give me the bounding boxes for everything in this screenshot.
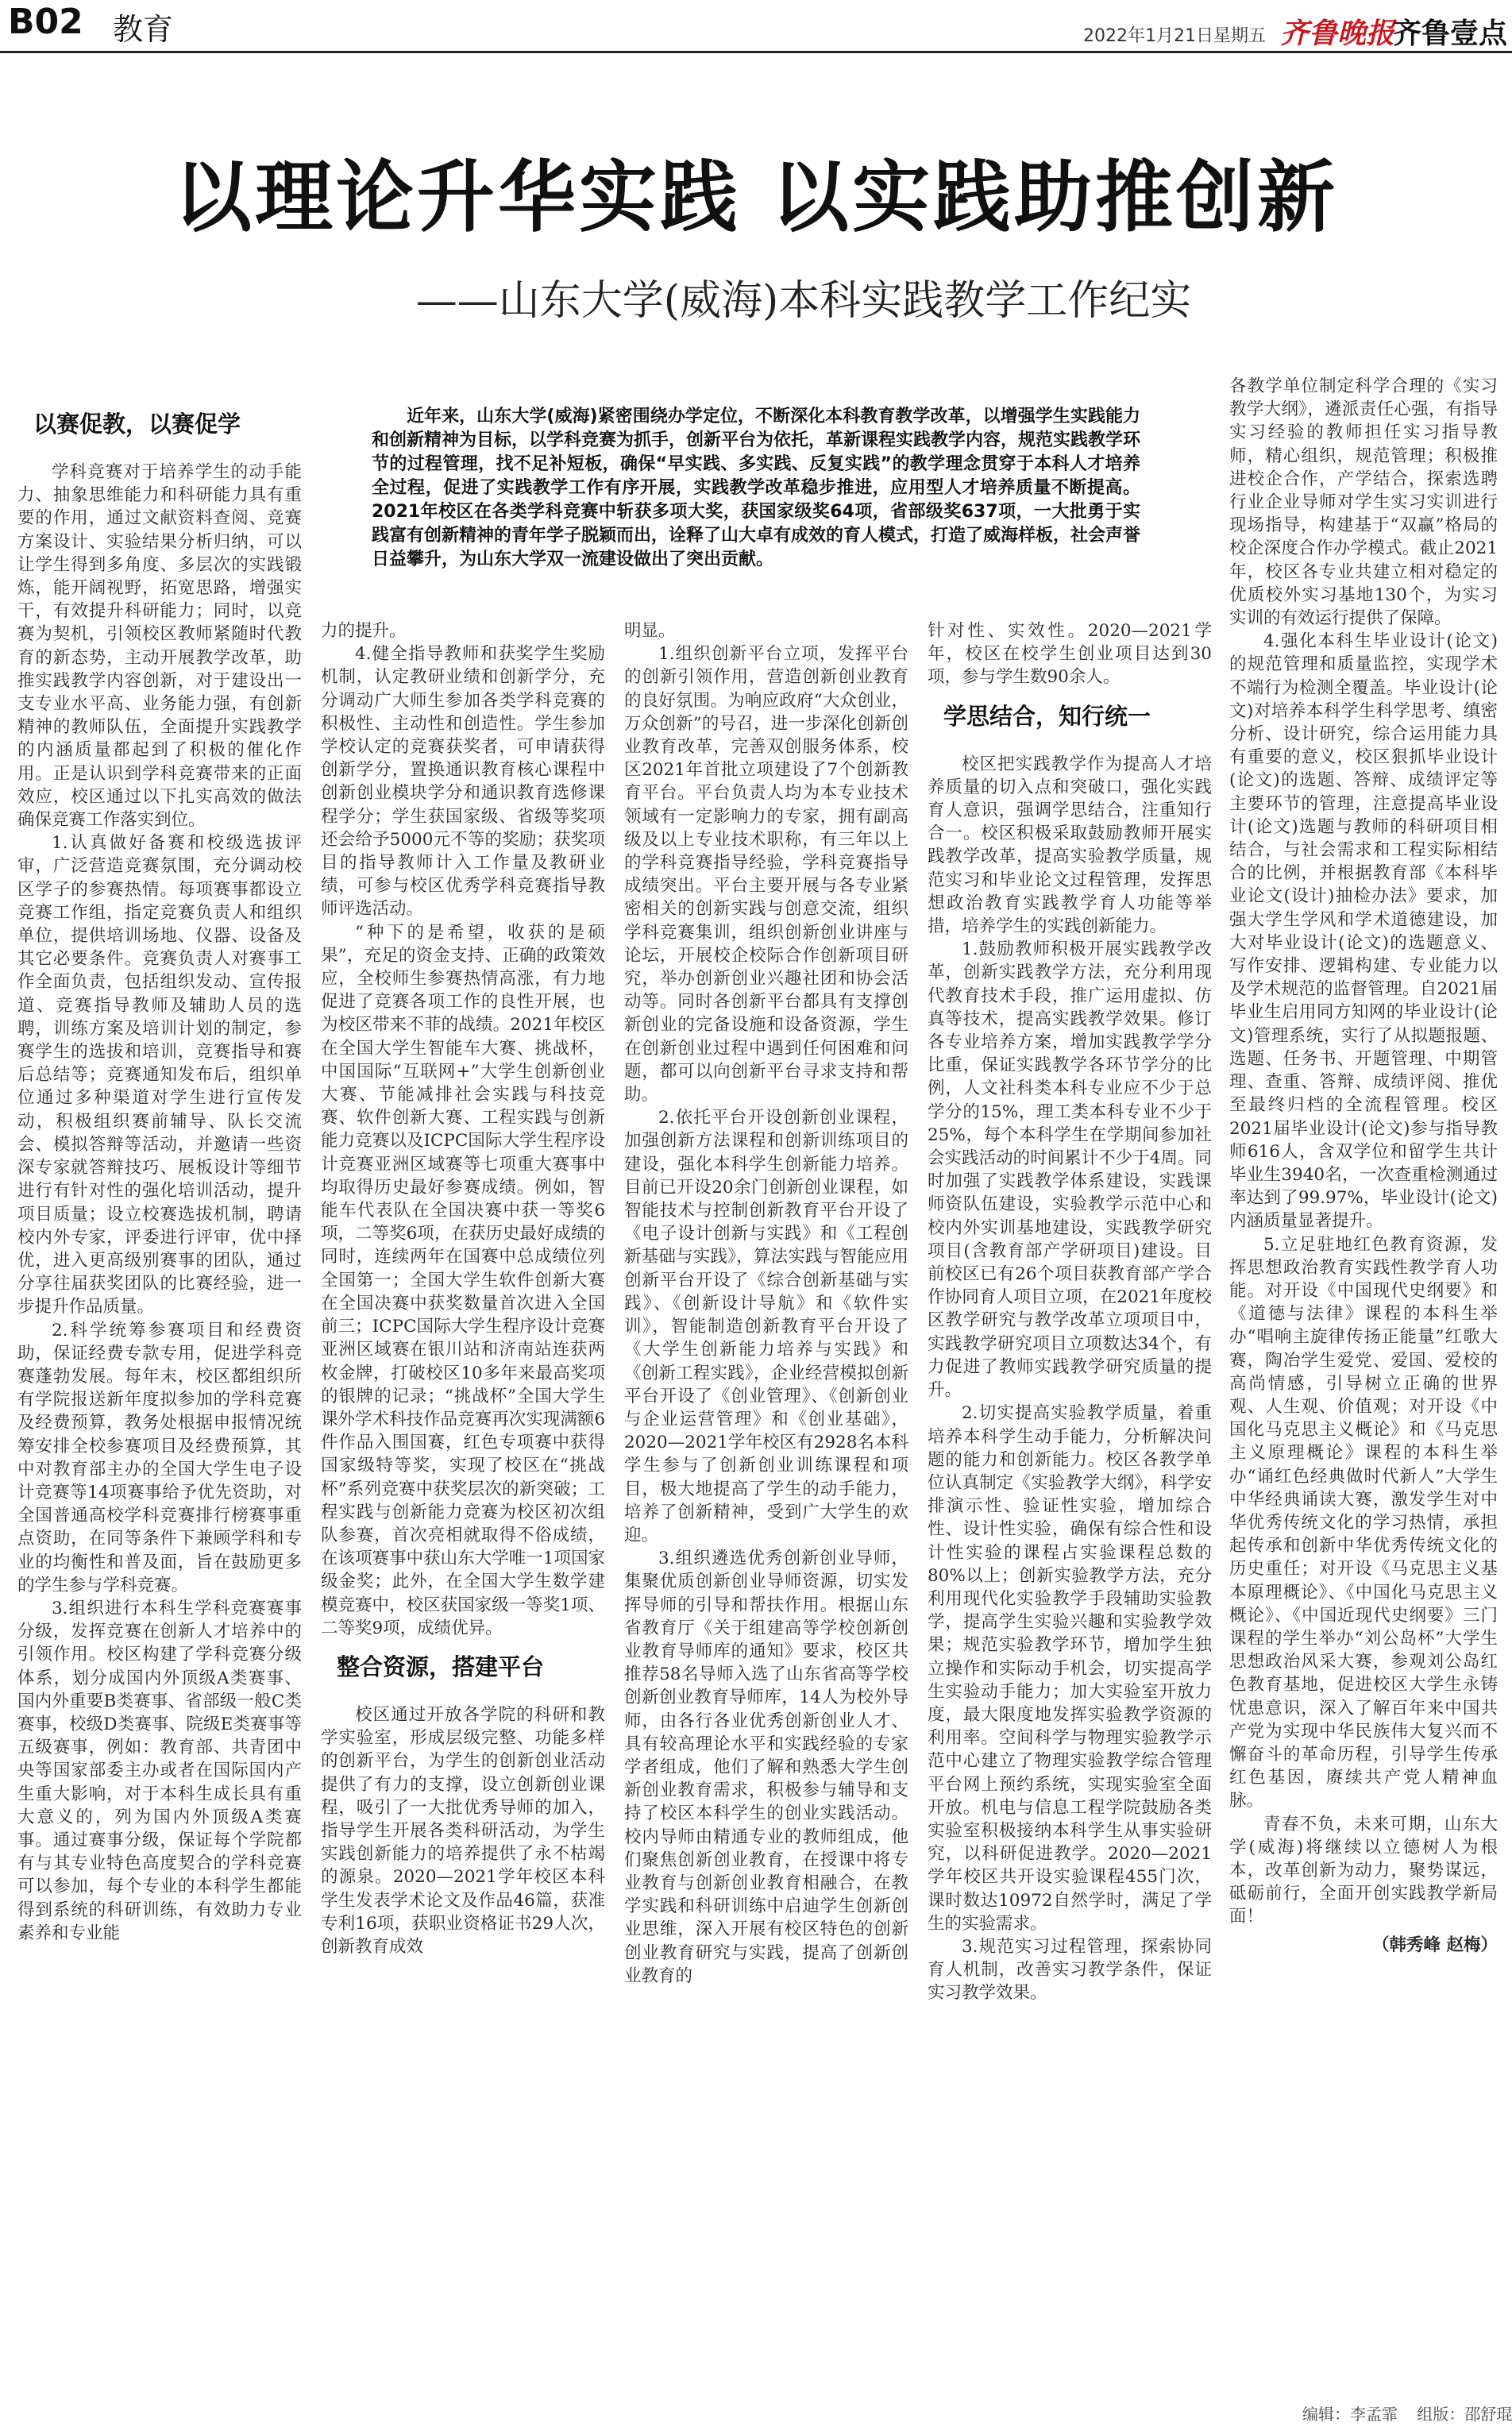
body-paragraph: “种下的是希望，收获的是硕果”，充足的资金支持、正确的政策效应，全校师生参赛热情高涨，有力地促进了竞赛各项工作的良性开展，也为校区带来不菲的战绩。2021年校区在全国大学生智能车大赛、挑战杯，中国国际“互联网+”大学生创新创业大赛、节能减排社会实践与科技竞赛、软件创新大赛、工程实践与创新能力竞赛以及ICPC国际大学生程序设计竞赛亚洲区域赛等七项重大赛事中均取得历史最好参赛成绩。例如，智能车代表队在全国决赛中获一等奖6项，二等奖6项，在获历史最好成绩的同时，连续两年在国赛中总成绩位列全国第一；全国大学生软件创新大赛在全国决赛中获奖数量首次进入全国前三；ICPC国际大学生程序设计竞赛亚洲区域赛在银川站和济南站连获两枚金牌，打破校区10多年来最高奖项的银牌的记录；“挑战杯”全国大学生课外学术科技作品竞赛再次实现满额6件作品入围国赛，红色专项赛中获得国家级特等奖，实现了校区在“挑战杯”系列竞赛中获奖层次的新突破；工程实践与创新能力竞赛为校区初次组队参赛，首次亮相就取得不俗成绩，在该项赛事中获山东大学唯一1项国家级金奖；此外，在全国大学生数学建模竞赛中，校区获国家级一等奖1项、二等奖9项，成绩优异。 (321, 922, 605, 1638)
section-name: 教育 (113, 12, 174, 47)
app-logo: 齐鲁壹点 (1393, 17, 1508, 50)
section-heading-2: 整合资源，搭建平台 (337, 1653, 545, 1680)
page-footer (1302, 2401, 1512, 2424)
lead-paragraph: 近年来，山东大学(威海)紧密围绕办学定位，不断深化本科教育教学改革，以增强学生实践能力和创新精神为目标，以学科竞赛为抓手，创新平台为依托，革新课程实践教学内容，规范实践教学环节的过程管理，找不足补短板，确保“早实践、多实践、反复实践”的教学理念贯穿于本科人才培养全过程，促进了实践教学工作有序开展，实践教学改革稳步推进，应用型人才培养质量不断提高。2021年校区在各类学科竞赛中斩获多项大奖，获国家级奖64项，省部级奖637项，一大批勇于实践富有创新精神的青年学子脱颖而出，诠释了山大卓有成效的育人模式，打造了威海样板，社会声誉日益攀升，为山东大学双一流建设做出了突出贡献。 (372, 407, 1141, 569)
body-paragraph: 2.科学统筹参赛项目和经费资助，保证经费专款专用，促进学科竞赛蓬勃发展。每年末，校区都组织所有学院报送新年度拟参加的学科竞赛及经费预算，教务处根据申报情况统筹安排全校参赛项目及经费预算，其中对教育部主办的全国大学生电子设计竞赛等14项赛事给予优先资助，对全国普通高校学科竞赛排行榜赛事重点资助，在同等条件下兼顾学科和专业的均衡性和普及面，旨在鼓励更多的学生参与学科竞赛。 (17, 1320, 302, 1595)
article-column-2 (321, 619, 605, 2410)
headline: 以理论升华实践 以实践助推创新 (173, 152, 1339, 243)
body-paragraph: 5.立足驻地红色教育资源，发挥思想政治教育实践性教学育人功能。对开设《中国现代史纲要》和《道德与法律》课程的本科生举办“唱响主旋律传扬正能量”红歌大赛，陶冶学生爱党、爱国、爱校的高尚情感，引导树立正确的世界观、人生观、价值观；对开设《中国化马克思主义概论》和《马克思主义原理概论》课程的本科生举办“诵红色经典做时代新人”大学生中华经典诵读大赛，激发学生对中华优秀传统文化的学习热情，承担起传承和创新中华优秀传统文化的历史重任；对开设《马克思主义基本原理概论》、《中国化马克思主义概论》、《中国近现代史纲要》三门课程的学生举办“刘公岛杯”大学生思想政治风采大赛，参观刘公岛红色教育基地，促进校区大学生永铸忧患意识，深入了解百年来中国共产党为实现中华民族伟大复兴而不懈奋斗的革命历程，引导学生传承红色基因，赓续共产党人精神血脉。 (1229, 1234, 1498, 1811)
newspaper-logo: 齐鲁晚报 (1280, 17, 1395, 50)
body-paragraph: 1.认真做好备赛和校级选拔评审，广泛营造竞赛氛围，充分调动校区学子的参赛热情。每项赛事都设立竞赛工作组，指定竞赛负责人和组织单位，提供培训场地、仪器、设备及其它必要条件。竞赛负责人对赛事工作全面负责，包括组织发动、宣传报道、竞赛指导教师及辅助人员的选聘，训练方案及培训计划的制定，参赛学生的选拔和培训，竞赛指导和赛后总结等；竞赛通知发布后，组织单位通过多种渠道对学生进行宣传发动，积极组织赛前辅导、队长交流会、模拟答辩等活动，并邀请一些资深专家就答辩技巧、展板设计等细节进行有针对性的强化培训活动，提升项目质量；设立校赛选拔机制，聘请校内外专家，评委进行评审，优中择优，进入更高级别赛事的团队，通过分享往届获奖团队的比赛经验，进一步提升作品质量。 (17, 833, 302, 1317)
section-heading-1: 以赛促教，以赛促学 (33, 411, 241, 438)
page-number: B02 (8, 2, 83, 42)
body-paragraph: 学科竞赛对于培养学生的动手能力、抽象思维能力和科研能力具有重要的作用，通过文献资料查阅、竞赛方案设计、实验结果分析归纳，可以让学生得到多角度、多层次的实践锻炼，能开阔视野，拓宽思路，增强实干，有效提升科研能力；同时，以竞赛为契机，引领校区教师紧随时代教育的新态势，主动开展教学改革，助推实践教学内容创新，对于建设出一支专业水平高、业务能力强，有创新精神的教师队伍，全面提升实践教学的内涵质量都起到了积极的催化作用。正是认识到学科竞赛带来的正面效应，校区通过以下扎实高效的做法确保竞赛工作落实到位。 (17, 462, 302, 831)
article-column-1 (17, 397, 302, 2414)
issue-weekday: 星期五 (1213, 26, 1267, 46)
section-heading-3: 学思结合，知行统一 (943, 702, 1151, 730)
body-paragraph: 4.强化本科生毕业设计(论文)的规范管理和质量监控，实现学术不端行为检测全覆盖。毕业设计(论文)对培养本科学生科学思考、缜密分析、设计研究，综合运用能力具有重要的意义，校区狠抓毕业设计(论文)的选题、答辩、成绩评定等主要环节的管理，注意提高毕业设计(论文)选题与教师的科研项目相结合，与社会需求和工程实际相结合的比例，并根据教育部《本科毕业论文(设计)抽检办法》要求，加强大学生学风和学术道德建设，加大对毕业设计(论文)的选题意义、写作安排、逻辑构建、专业能力以及学术规范的监督管理。自2021届毕业生启用同方知网的毕业设计(论文)管理系统，实行了从拟题报题、选题、任务书、开题管理、中期管理、查重、答辩、成绩评阅、推优至最终归档的全流程管理。校区2021届毕业设计(论文)参与指导教师616人，含双学位和留学生共计毕业生3940名，一次查重检测通过率达到了99.97%，毕业设计(论文)内涵质量显著提升。 (1229, 631, 1498, 1232)
body-paragraph-continued: 力的提升。 (321, 621, 407, 641)
body-paragraph: 3.组织遴选优秀创新创业导师，集聚优质创新创业导师资源，切实发挥导师的引导和帮扶作用。根据山东省教育厅《关于组建高等学校创新创业教育导师库的通知》要求，校区共推荐58名导师入选了山东省高等学校创新创业教育导师库，14人为校外导师，由各行各业优秀创新创业人才、具有较高理论水平和实践经验的专家学者组成，他们了解和熟悉大学生创新创业教育需求，积极参与辅导和支持了校区本科学生的创业实践活动。校内导师由精通专业的教师组成，他们聚焦创新创业教育，在授课中将专业教育与创新创业教育相融合，在教学实践和科研训练中启迪学生创新创业思维，深入开展有校区特色的创新创业教育研究与实践，提高了创新创业教育的 (624, 1549, 908, 1986)
body-paragraph: 2.依托平台开设创新创业课程，加强创新方法课程和创新训练项目的建设，强化本科学生创新能力培养。目前已开设20余门创新创业课程，如智能技术与控制创新教育平台开设了《电子设计创新与实践》和《工程创新基础与实践》，算法实践与智能应用创新平台开设了《综合创新基础与实践》、《创新设计导航》和《软件实训》，智能制造创新教育平台开设了《大学生创新能力培养与实践》和《创新工程实践》，企业经营模拟创新平台开设了《创业管理》、《创新创业与企业运营管理》和《创业基础》，2020—2021学年校区有2928名本科学生参与了创新创业训练课程和项目，极大地提高了学生的动手能力，培养了创新精神，受到广大学生的欢迎。 (624, 1108, 908, 1545)
body-paragraph: 4.健全指导教师和获奖学生奖励机制，认定教研业绩和创新学分，充分调动广大师生参加各类学科竞赛的积极性、主动性和创造性。学生参加学校认定的竞赛获奖者，可申请获得创新学分，置换通识教育核心课程中创新创业模块学分和通识教育选修课程学分；学生获国家级、省级等奖项还会给予5000元不等的奖励；获奖项目的指导教师计入工作量及教研业绩，可参与校区优秀学科竞赛指导教师评选活动。 (321, 644, 605, 920)
masthead (0, 0, 1512, 49)
author-byline: （韩秀峰 赵梅） (1372, 1934, 1498, 1955)
subheadline: ——山东大学(威海)本科实践教学工作纪实 (415, 277, 1192, 325)
article-column-3 (624, 619, 908, 2410)
body-paragraph-continued: 明显。 (624, 621, 676, 641)
body-paragraph-continued: 各教学单位制定科学合理的《实习教学大纲》，遴派责任心强，有指导实习经验的教师担任实习指导教师，精心组织，规范管理；积极推进校企合作，产学结合，探索选聘行业企业导师对学生实习实训进行现场指导，构建基于“双赢”格局的校企深度合作办学模式。截止2021年，校区各专业共建立相对稳定的优质校外实习基地130个，为实习实训的有效运行提供了保障。 (1229, 376, 1498, 629)
issue-date: 2022年1月21日 (1083, 26, 1213, 46)
body-paragraph: 3.规范实习过程管理，探索协同育人机制，改善实习教学条件，保证实习教学效果。 (928, 1936, 1212, 2004)
masthead-divider (0, 51, 1512, 53)
designer-credit: 组版：邵舒琨 (1417, 2405, 1512, 2424)
article-column-5 (1229, 375, 1498, 2352)
body-paragraph: 3.组织进行本科生学科竞赛赛事分级，发挥竞赛在创新人才培养中的引领作用。校区构建了学科竞赛分级体系，划分成国内外顶级A类赛事、国内外重要B类赛事、省部级一般C类赛事，校级D类赛事、院级E类赛事等五级赛事，例如：教育部、共青团中央等国家部委主办或者在国际国内产生重大影响，对于本科生成长具有重大意义的，列为国内外顶级A类赛事。通过赛事分级，保证每个学院都有与其专业特色高度契合的学科竞赛可以参加，每个专业的本科学生都能得到系统的科研训练，有效助力专业素养和专业能 (17, 1598, 302, 1943)
body-paragraph-continued: 针对性、实效性。2020—2021学年，校区在校学生创业项目达到30项，参与学生数90余人。 (928, 621, 1212, 688)
body-paragraph: 1.鼓励教师积极开展实践教学改革，创新实践教学方法，充分利用现代教育技术手段，推广运用虚拟、仿真等技术，提高实践教学效果。修订各专业培养方案，增加实践教学学分比重，保证实践教学各环节学分的比例，人文社科类本科专业应不少于总学分的15%，理工类本科专业不少于25%，每个本科学生在学期间参加社会实践活动的时间累计不少于4周。同时加强了实践教学体系建设，实践课师资队伍建设，实验教学示范中心和校内外实训基地建设，实践教学研究项目(含教育部产学研项目)建设。目前校区已有26个项目获教育部产学合作协同育人项目立项，在2021年度校区教学研究与教学改革立项项目中，实践教学研究项目立项数达34个，有力促进了教师实践教学研究质量的提升。 (928, 939, 1212, 1401)
body-paragraph: 青春不负，未来可期，山东大学(威海)将继续以立德树人为根本，改革创新为动力，聚势谋远，砥砺前行，全面开创实践教学新局面！ (1229, 1814, 1498, 1927)
body-paragraph: 1.组织创新平台立项，发挥平台的创新引领作用，营造创新创业教育的良好氛围。为响应政府“大众创业，万众创新”的号召，进一步深化创新创业教育改革，完善双创服务体系，校区2021年首批立项建设了7个创新教育平台。平台负责人均为本专业技术领域有一定影响力的专家，拥有副高级及以上专业技术职称，有三年以上的学科竞赛指导经验，学科竞赛指导成绩突出。平台主要开展与各专业紧密相关的创新实践与创意交流，组织学科竞赛集训，组织创新创业讲座与论坛，开展校企校际合作创新项目研究，举办创新创业兴趣社团和协会活动等。同时各创新平台都具有支撑创新创业的完备设施和设备资源，学生在创新创业过程中遇到任何困难和问题，都可以向创新平台寻求支持和帮助。 (624, 644, 908, 1105)
article-column-4 (928, 619, 1212, 2410)
body-paragraph: 校区把实践教学作为提高人才培养质量的切入点和突破口，强化实践育人意识，强调学思结合，注重知行合一。校区积极采取鼓励教师开展实践教学改革，提高实验教学质量，规范实习和毕业论文过程管理，发挥思想政治教育实践教学育人功能等举措，培养学生的实践创新能力。 (928, 754, 1212, 937)
body-paragraph: 2.切实提高实验教学质量，着重培养本科学生动手能力，分析解决问题的能力和创新能力。校区各教学单位认真制定《实验教学大纲》，科学安排演示性、验证性实验，增加综合性、设计性实验，确保有综合性和设计性实验的课程占实验课程总数的80%以上；创新实验教学方法，充分利用现代化实验教学手段辅助实验教学，提高学生实验兴趣和实验教学效果；规范实验教学环节，增加学生独立操作和实际动手机会，切实提高学生实验动手能力；加大实验室开放力度，最大限度地发挥实验教学资源的利用率。空间科学与物理实验教学示范中心建立了物理实验教学综合管理平台网上预约系统，实现实验室全面开放。机电与信息工程学院鼓励各类实验室积极接纳本科学生从事实验研究，以科研促进教学。2020—2021学年校区共开设实验课程455门次，课时数达10972自然学时，满足了学生的实验需求。 (928, 1403, 1212, 1934)
editor-credit: 编辑：李孟霏 (1302, 2405, 1398, 2424)
body-paragraph: 校区通过开放各学院的科研和教学实验室，形成层级完整、功能多样的创新平台，为学生的创新创业活动提供了有力的支撑，设立创新创业课程，吸引了一大批优秀导师的加入，指导学生开展各类科研活动，为学生实践创新能力的培养提供了永不枯竭的源泉。2020—2021学年校区本科学生发表学术论文及作品46篇，获准专利16项，获职业资格证书29人次，创新教育成效 (321, 1704, 605, 1957)
